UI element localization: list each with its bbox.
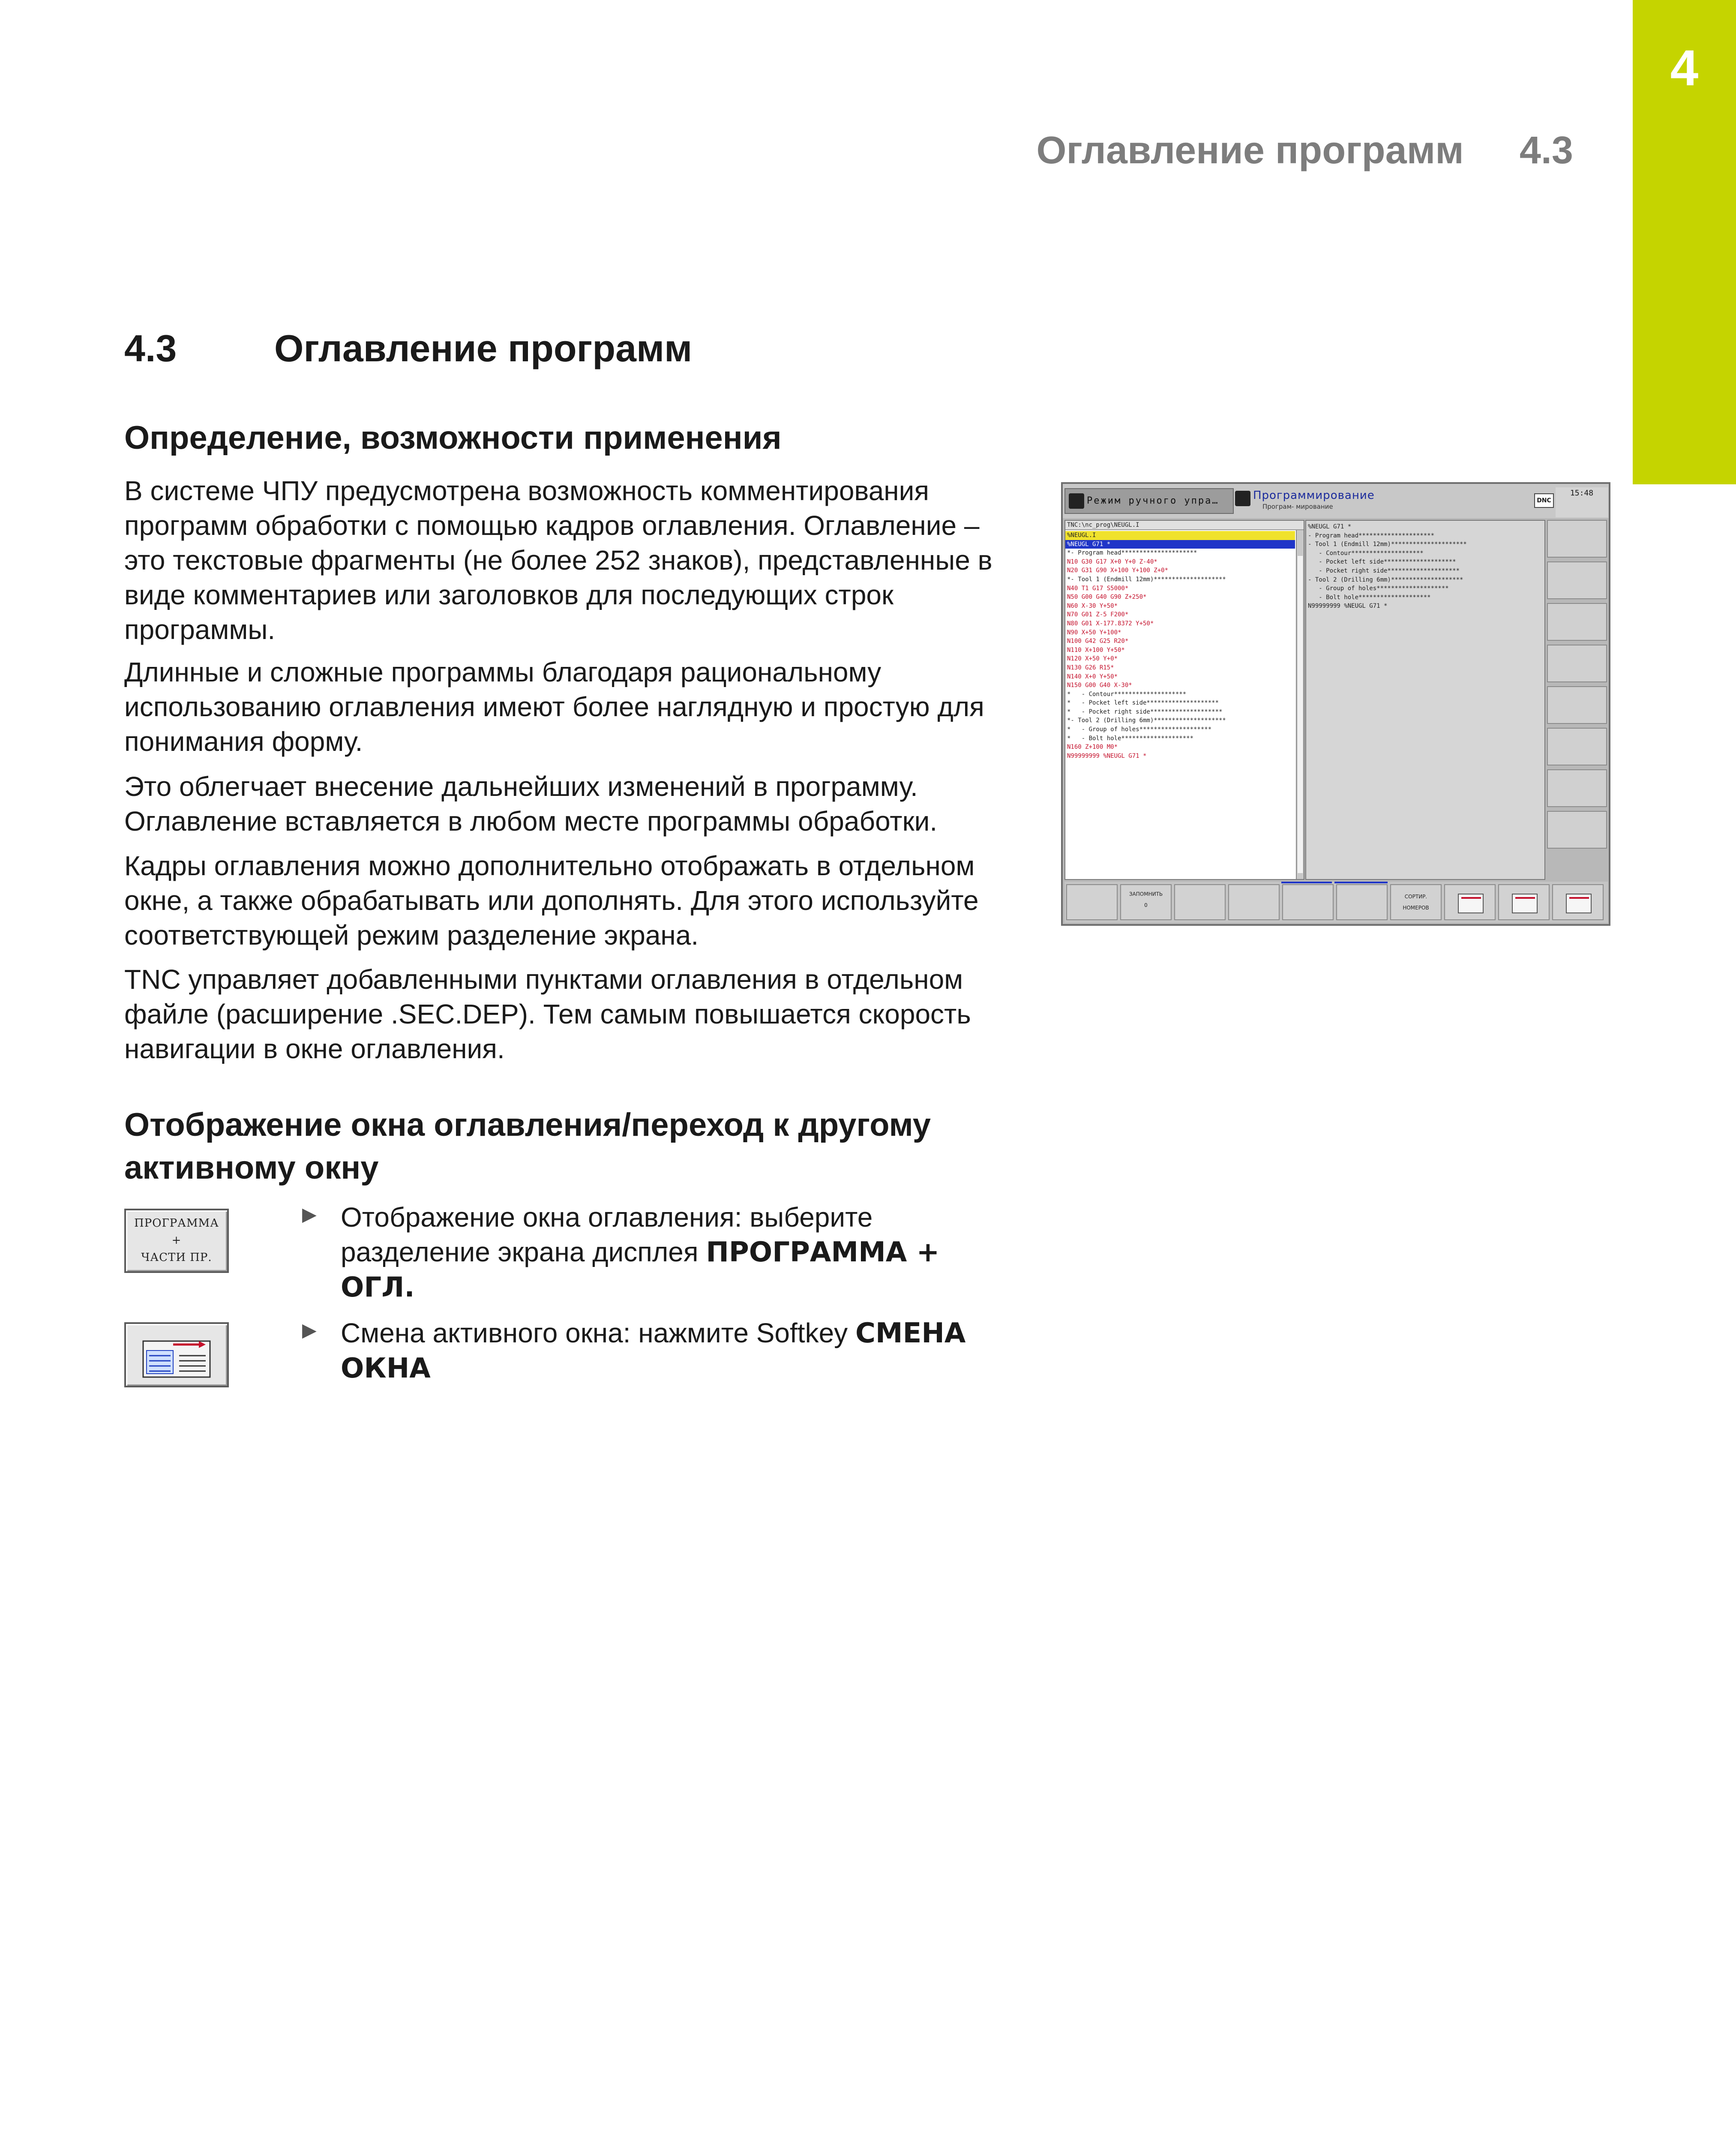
softkey-icon [1498, 884, 1550, 920]
tnc-manual-mode: Режим ручного упра… [1064, 488, 1234, 514]
code-line: N60 X-30 Y+50* [1067, 602, 1118, 609]
code-line: N90 X+50 Y+100* [1067, 629, 1121, 636]
code-line: *- Tool 1 (Endmill 12mm)******************** [1067, 576, 1226, 583]
step-item: Смена активного окна: нажмите Softkey СМЕНА ОКНА [341, 1318, 966, 1384]
paragraph: Длинные и сложные программы благодаря рациональному использованию оглавления имеют более наглядную и простую для понимания форму. [124, 657, 984, 757]
tnc-mode-subtitle: Програм- мирование [1262, 503, 1333, 510]
paragraph: Кадры оглавления можно дополнительно отображать в отдельном окне, а также обрабатывать или дополнять. Для этого используйте соответствующей режим разделение экрана. [124, 850, 979, 951]
softkey [1547, 811, 1607, 849]
softkey [1174, 884, 1226, 920]
tnc-screenshot [1061, 482, 1610, 926]
code-line: N10 G30 G17 X+0 Y+0 Z-40* [1067, 558, 1157, 565]
code-line: N80 G01 X-177.8372 Y+50* [1067, 620, 1154, 627]
softkey [1547, 645, 1607, 682]
code-line: * - Pocket right side******************** [1067, 708, 1223, 715]
step-item: Отображение окна оглавления: выберите разделение экрана дисплея ПРОГРАММА + ОГЛ. [341, 1202, 940, 1303]
code-line: * - Pocket left side******************** [1067, 699, 1219, 707]
chapter-number: 4 [1670, 40, 1699, 96]
code-line: - Tool 1 (Endmill 12mm)********************* [1308, 541, 1467, 548]
bullet-arrow-icon: ▶ [302, 1204, 317, 1225]
key-label-line: ЧАСТИ ПР. [141, 1251, 212, 1264]
code-line: N130 G26 R15* [1067, 664, 1114, 671]
paragraph: В системе ЧПУ предусмотрена возможность комментирования программ обработки с помощью кадров оглавления. Оглавление – это текстовые фрагменты (не более 252 знаков), представленные в виде комментариев или заголовков для последующих строк программы. [124, 475, 992, 645]
code-line: N120 X+50 Y+0* [1067, 655, 1118, 663]
bullet-arrow-icon: ▶ [302, 1320, 317, 1341]
softkey [1336, 884, 1388, 920]
code-line: - Bolt hole******************** [1308, 594, 1431, 601]
softkey [1547, 686, 1607, 724]
subsection-title: Определение, возможности применения [124, 420, 782, 456]
switch-window-softkey [1552, 884, 1604, 920]
toc-window [1305, 520, 1545, 880]
code-line: - Program head********************* [1308, 532, 1435, 539]
tnc-mode-title: Программирование [1253, 489, 1375, 502]
programming-mode-icon [1235, 491, 1250, 506]
code-line: N100 G42 G25 R20* [1067, 638, 1129, 645]
running-header-number: 4.3 [1519, 129, 1573, 172]
tnc-programming-mode [1235, 488, 1509, 514]
code-line: * - Bolt hole******************** [1067, 735, 1194, 742]
paragraph: Это облегчает внесение дальнейших изменений в программу. Оглавление вставляется в любом месте программы обработки. [124, 771, 938, 837]
program-lines [1065, 531, 1295, 760]
code-line: * - Contour******************** [1067, 690, 1187, 698]
subsection-title-2: Отображение окна оглавления/переход к другому активному окну [124, 1107, 931, 1186]
switch-window-key [124, 1322, 229, 1387]
softkey [1282, 884, 1334, 920]
sort-numbers-softkey: СОРТИР. НОМЕРОВ [1390, 884, 1442, 920]
softkey [1547, 603, 1607, 641]
paragraph: TNC управляет добавленными пунктами оглавления в отдельном файле (расширение .SEC.DEP). Тем самым повышается скорость навигации в окне оглавления. [124, 964, 971, 1064]
code-line: N110 X+100 Y+50* [1067, 646, 1125, 654]
code-line: N99999999 %NEUGL G71 * [1308, 603, 1388, 610]
manual-mode-icon [1069, 493, 1084, 509]
code-line: N20 G31 G90 X+100 Y+100 Z+0* [1067, 567, 1169, 574]
code-line: *- Tool 2 (Drilling 6mm)******************** [1067, 717, 1226, 724]
program-scrollbar [1296, 530, 1304, 879]
code-line: N40 T1 G17 S5000* [1067, 585, 1129, 592]
softkey [1228, 884, 1280, 920]
code-line: N150 G00 G40 X-30* [1067, 682, 1132, 689]
code-line: - Group of holes******************** [1308, 585, 1449, 592]
key-label-line: ПРОГРАММА [134, 1217, 219, 1230]
code-line: N99999999 %NEUGL G71 * [1067, 752, 1147, 759]
program-window [1064, 520, 1304, 880]
softkey [1547, 769, 1607, 807]
code-line: %NEUGL.I [1065, 531, 1295, 540]
switch-window-icon [126, 1324, 227, 1386]
code-line: - Contour******************** [1308, 549, 1424, 557]
code-line: - Tool 2 (Drilling 6mm)******************** [1308, 576, 1463, 583]
toc-lines [1306, 522, 1536, 611]
softkey [1066, 884, 1118, 920]
running-header [1036, 129, 1573, 173]
key-label-line: + [171, 1234, 182, 1247]
softkey-icon [1444, 884, 1496, 920]
softkey [1547, 561, 1607, 599]
softkey [1547, 728, 1607, 765]
softkey [1547, 520, 1607, 558]
code-line: %NEUGL G71 * [1308, 523, 1352, 530]
code-line: N50 G00 G40 G90 Z+250* [1067, 594, 1147, 601]
tnc-clock: 15:48 [1556, 487, 1608, 517]
section-title: Оглавление программ [274, 327, 693, 369]
tnc-mode-bar [1063, 484, 1609, 518]
softkey-bar [1064, 882, 1608, 923]
section-number: 4.3 [124, 327, 177, 369]
code-line: %NEUGL G71 * [1065, 540, 1295, 549]
vertical-softkeys [1547, 520, 1607, 880]
save-softkey: ЗАПОМНИТЬ 0 [1120, 884, 1172, 920]
program-toc-key [124, 1209, 229, 1273]
dnc-badge: DNC [1534, 493, 1554, 508]
running-header-title: Оглавление программ [1036, 129, 1464, 172]
code-line: N70 G01 Z-5 F200* [1067, 611, 1129, 618]
code-line: - Pocket left side******************** [1308, 558, 1456, 566]
code-line: *- Program head********************* [1067, 549, 1197, 557]
code-line: - Pocket right side******************** [1308, 567, 1460, 574]
program-path: TNC:\nc_prog\NEUGL.I [1065, 521, 1304, 530]
code-line: N160 Z+100 M0* [1067, 744, 1118, 751]
code-line: N140 X+0 Y+50* [1067, 673, 1118, 680]
code-line: * - Group of holes******************** [1067, 726, 1212, 733]
